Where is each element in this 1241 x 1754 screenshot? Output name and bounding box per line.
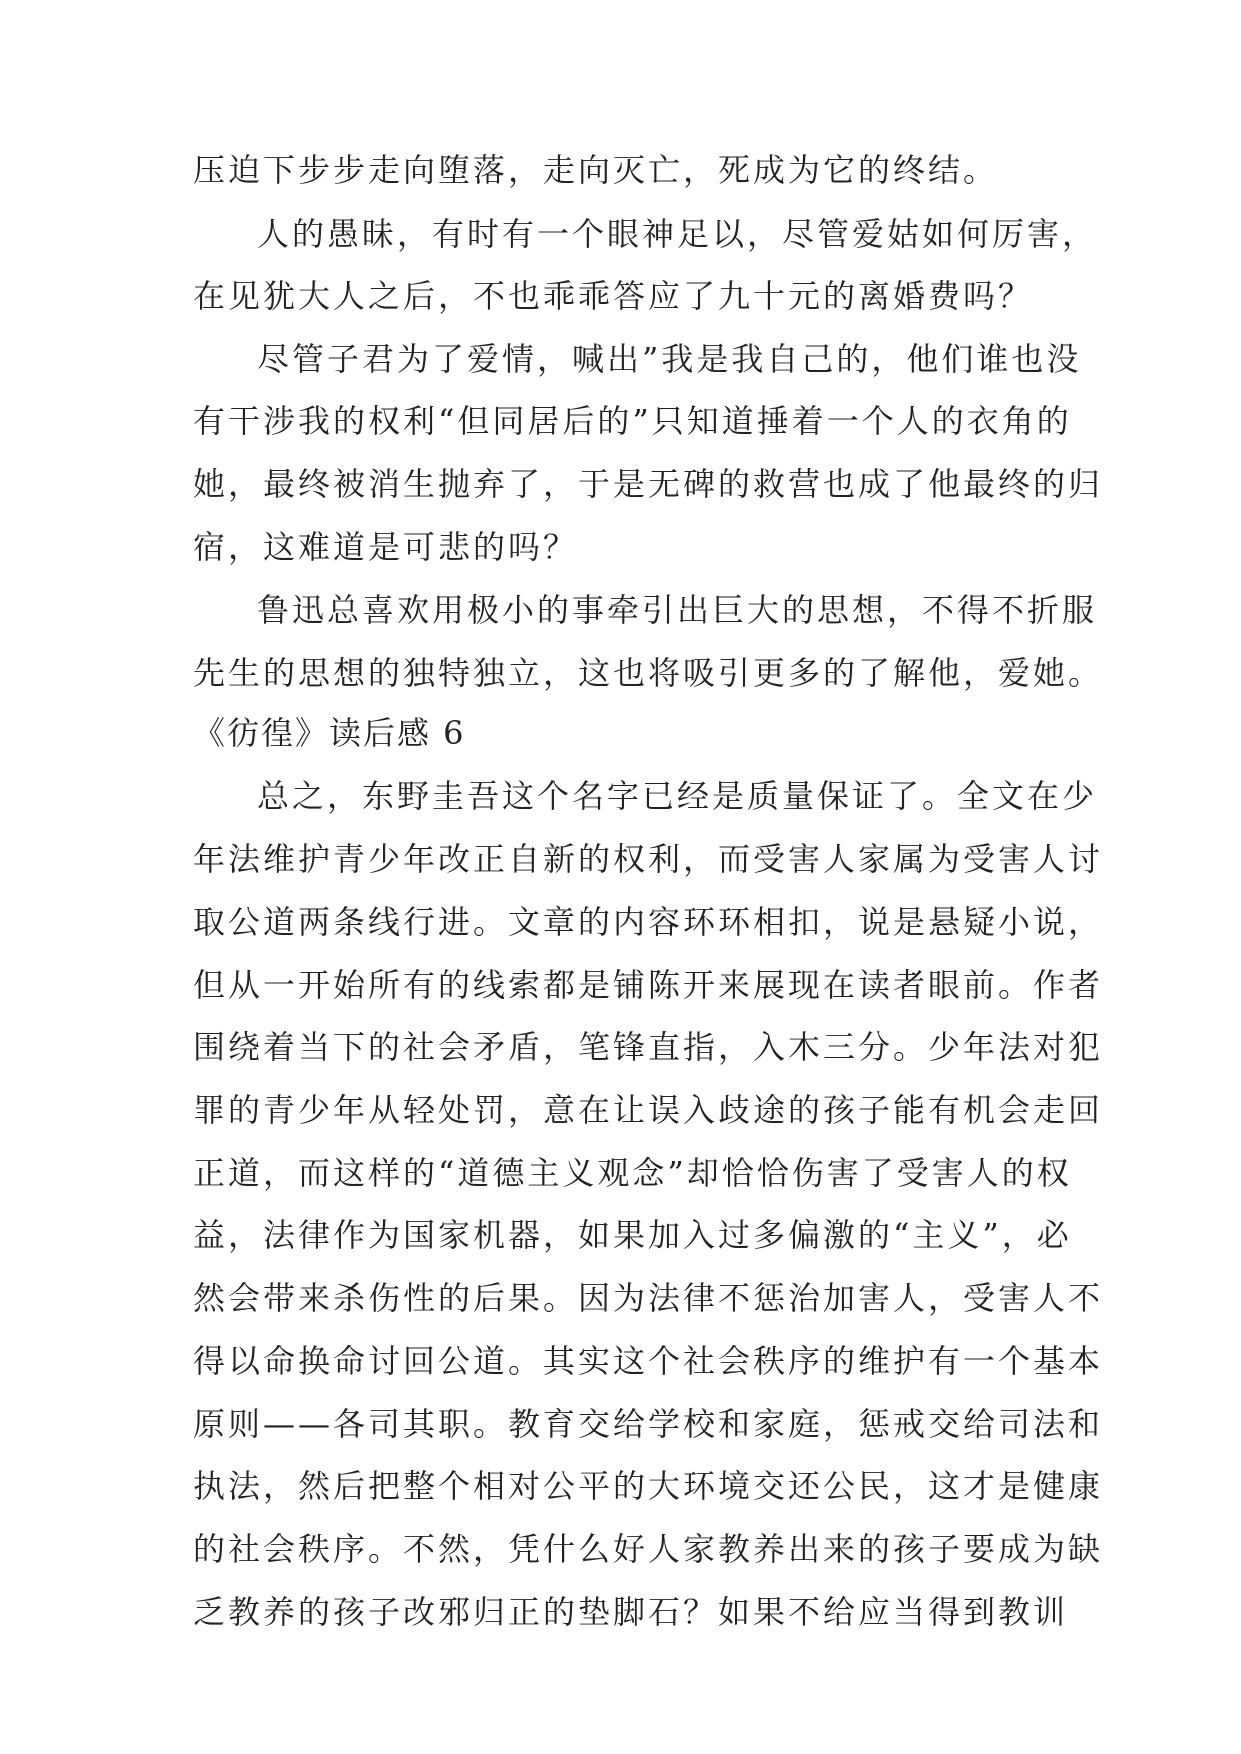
text-line: 执法，然后把整个相对公平的大环境交还公民，这才是健康 bbox=[193, 1467, 1104, 1505]
text-line: 取公道两条线行进。文章的内容环环相扣，说是悬疑小说， bbox=[193, 903, 1104, 941]
text-line: 有干涉我的权利“但同居后的”只知道捶着一个人的衣角的 bbox=[193, 402, 1072, 440]
text-line: 正道，而这样的“道德主义观念”却恰恰伤害了受害人的权 bbox=[193, 1154, 1072, 1192]
text-line: 她，最终被消生抛弃了，于是无碑的救营也成了他最终的归 bbox=[193, 465, 1104, 503]
text-line: 得以命换命讨回公道。其实这个社会秩序的维护有一个基本 bbox=[193, 1342, 1104, 1380]
text-line: 乏教养的孩子改邪归正的垫脚石？如果不给应当得到教训 bbox=[193, 1593, 1069, 1631]
text-line: 总之，东野圭吾这个名字已经是质量保证了。全文在少 bbox=[257, 777, 1098, 815]
text-line: 益，法律作为国家机器，如果加入过多偏激的“主义”，必 bbox=[193, 1216, 1072, 1254]
section-heading: 《彷徨》读后感 6 bbox=[193, 714, 466, 752]
text-line: 年法维护青少年改正自新的权利，而受害人家属为受害人讨 bbox=[193, 840, 1104, 878]
text-line: 在见犹大人之后，不也乖乖答应了九十元的离婚费吗？ bbox=[193, 277, 1034, 315]
text-line: 宿，这难道是可悲的吗？ bbox=[193, 528, 579, 566]
text-line: 罪的青少年从轻处罚，意在让误入歧途的孩子能有机会走回 bbox=[193, 1091, 1104, 1129]
text-line: 先生的思想的独特独立，这也将吸引更多的了解他，爱她。 bbox=[193, 654, 1104, 692]
text-line: 尽管子君为了爱情，喊出”我是我自己的，他们谁也没 bbox=[257, 340, 1082, 378]
text-line: 压迫下步步走向堕落，走向灭亡，死成为它的终结。 bbox=[193, 151, 999, 189]
text-line: 围绕着当下的社会矛盾，笔锋直指，入木三分。少年法对犯 bbox=[193, 1028, 1104, 1066]
text-line: 但从一开始所有的线索都是铺陈开来展现在读者眼前。作者 bbox=[193, 966, 1104, 1004]
text-line: 的社会秩序。不然，凭什么好人家教养出来的孩子要成为缺 bbox=[193, 1530, 1104, 1568]
text-line: 鲁迅总喜欢用极小的事牵引出巨大的思想，不得不折服 bbox=[257, 591, 1098, 629]
text-line: 然会带来杀伤性的后果。因为法律不惩治加害人，受害人不 bbox=[193, 1279, 1104, 1317]
text-line: 原则——各司其职。教育交给学校和家庭，惩戒交给司法和 bbox=[193, 1405, 1104, 1443]
text-line: 人的愚昧，有时有一个眼神足以，尽管爱姑如何厉害， bbox=[257, 215, 1098, 253]
